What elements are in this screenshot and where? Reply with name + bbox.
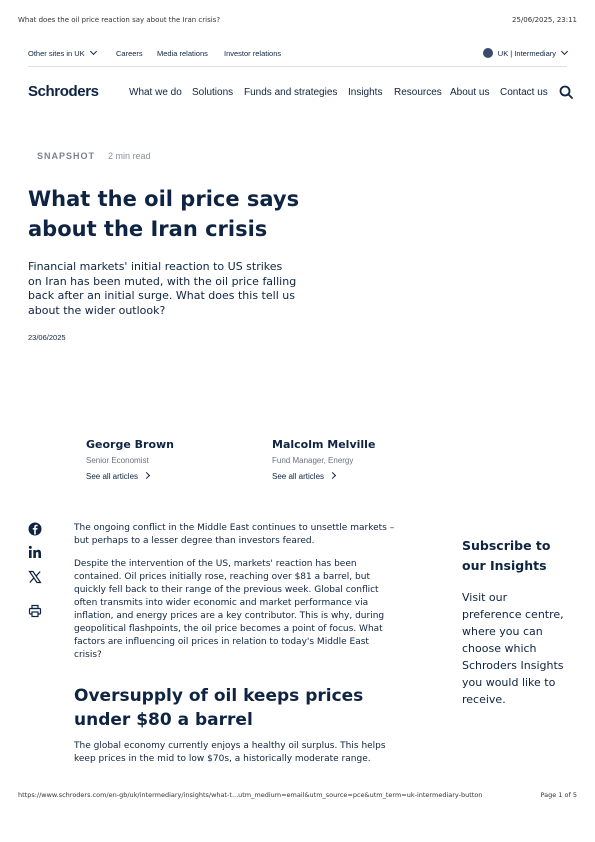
author-role: Senior Economist <box>86 456 149 465</box>
print-header <box>18 16 577 28</box>
nav-funds-and-strategies[interactable]: Funds and strategies <box>244 87 338 98</box>
author-role: Fund Manager, Energy <box>272 456 354 465</box>
body-paragraph: Despite the intervention of the US, markets' reaction has been contained. Oil prices initially rose, reaching over $81 a barrel, but quickly fell back to their range of the previous week. Global conflict often transmits into wider economic and market performance via inflation, and energy prices are a key contributor. This is why, during geopolitical flashpoints, the oil price becomes a point of focus. What factors are influencing oil prices in relation to today's Middle East crisis? <box>74 559 385 660</box>
chevron-right-icon <box>143 472 150 479</box>
author-card <box>272 438 375 481</box>
nav-about-us[interactable]: About us <box>450 87 490 98</box>
globe-icon <box>483 48 493 58</box>
main-nav <box>28 82 573 104</box>
page-number: Page 1 of 5 <box>540 791 577 799</box>
region-label: UK | Intermediary <box>497 49 556 58</box>
article-category: SNAPSHOT <box>37 151 96 161</box>
author-name[interactable]: George Brown <box>86 438 174 451</box>
body-paragraph: The ongoing conflict in the Middle East continues to unsettle markets – but perhaps to a lesser degree than investors feared. <box>74 523 395 546</box>
x-icon[interactable] <box>28 570 42 584</box>
utility-bar <box>28 46 567 64</box>
linkedin-icon[interactable] <box>28 545 42 559</box>
print-datetime: 25/06/2025, 23:11 <box>512 16 577 24</box>
media-relations-link[interactable]: Media relations <box>157 49 208 58</box>
nav-solutions[interactable]: Solutions <box>192 87 234 98</box>
see-all-articles-link[interactable] <box>86 472 174 481</box>
region-selector[interactable] <box>483 49 567 59</box>
search-icon[interactable] <box>559 85 573 99</box>
article-standfirst: Financial markets' initial reaction to US strikes on Iran has been muted, with the oil price falling back after an initial surge. What does this tell us about the wider outlook? <box>28 260 297 317</box>
body-paragraph: The global economy currently enjoys a healthy oil surplus. This helps keep prices in the mid to low $70s, a historically moderate range. <box>74 741 386 764</box>
nav-insights[interactable]: Insights <box>348 87 383 98</box>
read-time: 2 min read <box>108 151 151 161</box>
careers-link[interactable]: Careers <box>116 49 143 58</box>
publish-date: 23/06/2025 <box>28 333 66 342</box>
print-footer <box>18 791 577 803</box>
subscribe-text: Visit our preference centre, where you can choose which Schroders Insights you would like to receive. <box>462 591 564 706</box>
print-icon[interactable] <box>28 604 42 618</box>
see-all-articles-label: See all articles <box>272 472 325 481</box>
divider <box>28 66 567 67</box>
article-title: What the oil price says about the Iran crisis <box>28 187 300 241</box>
nav-what-we-do[interactable]: What we do <box>129 87 182 98</box>
chevron-down-icon <box>90 48 97 55</box>
nav-contact-us[interactable]: Contact us <box>500 87 548 98</box>
other-sites-label: Other sites in UK <box>28 49 85 58</box>
chevron-down-icon <box>561 48 568 55</box>
subscribe-title: Subscribe to our Insights <box>462 538 551 573</box>
schroders-logo[interactable]: Schroders <box>28 83 99 100</box>
print-url: https://www.schroders.com/en-gb/uk/intermediary/insights/what-t...utm_medium=email&utm_source=pce&utm_term=uk-intermediary-button <box>18 791 483 799</box>
see-all-articles-link[interactable] <box>272 472 375 481</box>
investor-relations-link[interactable]: Investor relations <box>224 49 282 58</box>
facebook-icon[interactable] <box>28 522 42 536</box>
print-page-title: What does the oil price reaction say about the Iran crisis? <box>18 16 221 24</box>
author-card <box>86 438 174 481</box>
chevron-right-icon <box>329 472 336 479</box>
other-sites-dropdown[interactable] <box>28 49 96 58</box>
nav-resources[interactable]: Resources <box>394 87 442 98</box>
section-heading: Oversupply of oil keeps prices under $80 a barrel <box>74 686 364 730</box>
see-all-articles-label: See all articles <box>86 472 139 481</box>
author-name[interactable]: Malcolm Melville <box>272 438 376 451</box>
